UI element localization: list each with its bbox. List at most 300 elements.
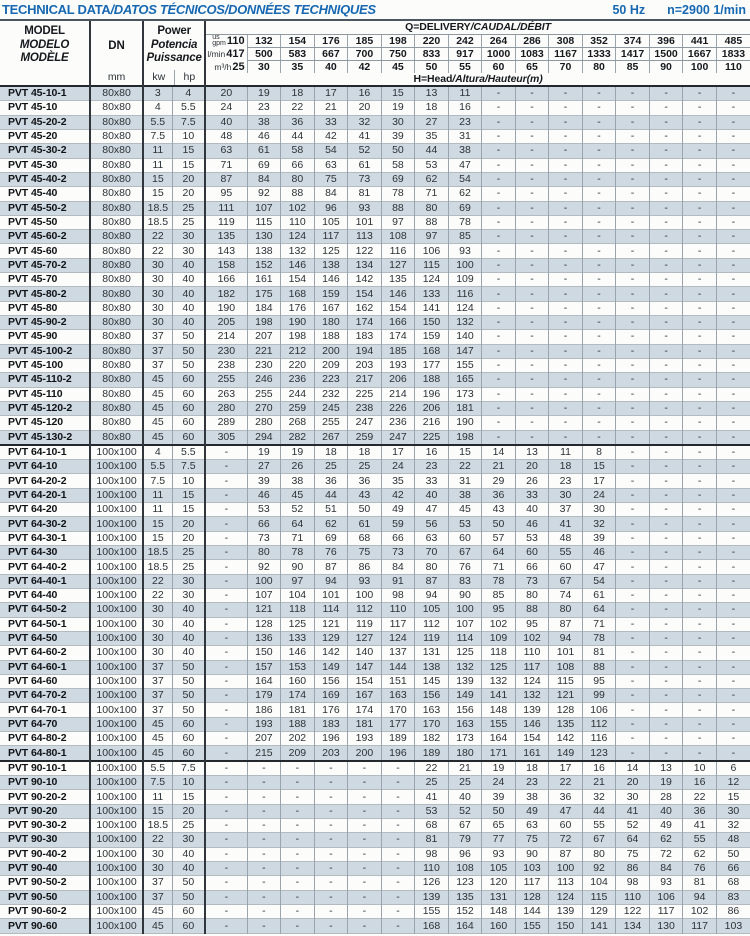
head-cell: - <box>482 387 516 401</box>
head-cell: 40 <box>649 804 683 818</box>
head-cell: - <box>616 244 650 258</box>
head-cell: - <box>716 158 750 172</box>
hp-cell: 20 <box>172 804 205 818</box>
head-cell: - <box>716 301 750 315</box>
head-cell: 110 <box>515 646 549 660</box>
head-cell: 154 <box>348 674 382 688</box>
head-cell: 22 <box>415 761 449 776</box>
flow-value-cell: 1417 <box>616 47 650 60</box>
head-cell: - <box>616 603 650 617</box>
speed-label: n=2900 1/min <box>667 2 746 17</box>
delivery-header <box>205 21 750 34</box>
head-cell: - <box>716 717 750 731</box>
head-cell: - <box>649 488 683 502</box>
head-cell: 124 <box>515 674 549 688</box>
head-cell: - <box>683 617 717 631</box>
kw-cell: 11 <box>143 488 172 502</box>
kw-cell: 5.5 <box>143 460 172 474</box>
head-cell: - <box>649 717 683 731</box>
model-cell: PVT 45-60-2 <box>0 230 90 244</box>
dn-cell: 80x80 <box>90 86 143 101</box>
head-cell: 63 <box>415 531 449 545</box>
head-cell: - <box>716 330 750 344</box>
head-cell: 40 <box>448 790 482 804</box>
head-cell: - <box>381 819 415 833</box>
head-cell: 21 <box>582 776 616 790</box>
head-cell: - <box>582 316 616 330</box>
head-cell: 115 <box>415 258 449 272</box>
head-cell: 135 <box>381 273 415 287</box>
head-cell: - <box>616 387 650 401</box>
head-cell: 112 <box>348 603 382 617</box>
head-cell: - <box>683 531 717 545</box>
head-cell: - <box>582 373 616 387</box>
head-cell: - <box>683 201 717 215</box>
kw-cell: 7.5 <box>143 776 172 790</box>
head-cell: 190 <box>205 301 247 315</box>
head-cell: 214 <box>205 330 247 344</box>
hp-cell: 25 <box>172 215 205 229</box>
model-cell: PVT 90-30 <box>0 833 90 847</box>
head-cell: - <box>515 230 549 244</box>
head-cell: - <box>582 401 616 415</box>
dn-cell: 100x100 <box>90 876 143 890</box>
model-cell: PVT 45-50 <box>0 215 90 229</box>
head-cell: - <box>582 430 616 445</box>
model-cell: PVT 45-90 <box>0 330 90 344</box>
head-cell: - <box>381 904 415 918</box>
head-cell: 47 <box>415 503 449 517</box>
head-cell: 102 <box>515 631 549 645</box>
head-cell: - <box>348 833 382 847</box>
head-cell: - <box>247 833 281 847</box>
table-row <box>0 301 750 315</box>
head-cell: 66 <box>281 158 315 172</box>
head-cell: 21 <box>448 761 482 776</box>
head-cell: 142 <box>549 732 583 746</box>
head-cell: - <box>716 732 750 746</box>
head-cell: - <box>247 861 281 875</box>
head-cell: 143 <box>205 244 247 258</box>
hp-cell: 50 <box>172 660 205 674</box>
model-cell: PVT 90-40-2 <box>0 847 90 861</box>
head-cell: 196 <box>415 387 449 401</box>
head-cell: 163 <box>415 703 449 717</box>
hp-cell: 20 <box>172 187 205 201</box>
head-cell: - <box>649 129 683 143</box>
head-cell: - <box>549 144 583 158</box>
head-cell: - <box>482 330 516 344</box>
head-cell: 289 <box>205 416 247 430</box>
head-cell: - <box>281 890 315 904</box>
head-cell: 99 <box>582 689 616 703</box>
head-cell: 202 <box>281 732 315 746</box>
dn-cell: 100x100 <box>90 460 143 474</box>
head-cell: - <box>649 517 683 531</box>
head-cell: 15 <box>582 460 616 474</box>
head-cell: - <box>716 230 750 244</box>
head-cell: - <box>616 430 650 445</box>
table-row <box>0 517 750 531</box>
kw-cell: 22 <box>143 574 172 588</box>
head-cell: - <box>582 358 616 372</box>
head-cell: 36 <box>482 488 516 502</box>
head-cell: 182 <box>415 732 449 746</box>
model-cell: PVT 64-20 <box>0 503 90 517</box>
dn-cell: 100x100 <box>90 689 143 703</box>
head-cell: 132 <box>448 316 482 330</box>
head-cell: - <box>716 387 750 401</box>
head-cell: 150 <box>415 316 449 330</box>
head-cell: 23 <box>448 115 482 129</box>
head-cell: - <box>515 172 549 186</box>
flow-value-cell: 374 <box>616 34 650 47</box>
hp-cell: 40 <box>172 287 205 301</box>
head-cell: 39 <box>482 790 516 804</box>
flow-value-cell: 308 <box>549 34 583 47</box>
dn-cell: 80x80 <box>90 172 143 186</box>
model-cell: PVT 90-60 <box>0 919 90 934</box>
flow-value-cell: 1333 <box>582 47 616 60</box>
head-cell: - <box>683 546 717 560</box>
head-header-en: H=Head <box>413 73 453 85</box>
head-cell: - <box>616 158 650 172</box>
head-cell: 64 <box>281 517 315 531</box>
head-cell: - <box>205 847 247 861</box>
head-cell: 93 <box>482 847 516 861</box>
head-cell: - <box>716 129 750 143</box>
flow-value-cell: 917 <box>448 47 482 60</box>
head-cell: 78 <box>381 187 415 201</box>
head-cell: 104 <box>582 876 616 890</box>
dn-cell: 100x100 <box>90 674 143 688</box>
head-cell: 22 <box>281 101 315 115</box>
head-cell: 160 <box>281 674 315 688</box>
hp-cell: 10 <box>172 474 205 488</box>
kw-cell: 37 <box>143 344 172 358</box>
head-cell: 77 <box>482 833 516 847</box>
head-cell: - <box>314 761 348 776</box>
head-cell: - <box>716 430 750 445</box>
hp-cell: 15 <box>172 790 205 804</box>
head-cell: 161 <box>247 273 281 287</box>
head-cell: 46 <box>515 517 549 531</box>
head-cell: 43 <box>348 488 382 502</box>
head-cell: 14 <box>616 761 650 776</box>
head-cell: - <box>482 215 516 229</box>
head-cell: - <box>482 316 516 330</box>
head-cell: 13 <box>415 86 449 101</box>
head-cell: 32 <box>716 819 750 833</box>
model-cell: PVT 90-30-2 <box>0 819 90 833</box>
kw-cell: 37 <box>143 876 172 890</box>
head-cell: - <box>549 373 583 387</box>
head-cell: 138 <box>415 660 449 674</box>
flow-value-cell: 264 <box>482 34 516 47</box>
head-cell: - <box>649 301 683 315</box>
flow-value-cell: 30 <box>247 60 281 73</box>
head-cell: - <box>582 187 616 201</box>
head-header <box>205 73 750 86</box>
model-cell: PVT 64-80-1 <box>0 746 90 761</box>
head-cell: 100 <box>247 574 281 588</box>
head-cell: - <box>582 416 616 430</box>
model-cell: PVT 90-40 <box>0 861 90 875</box>
head-cell: 80 <box>281 172 315 186</box>
head-cell: - <box>247 890 281 904</box>
head-cell: 79 <box>448 833 482 847</box>
head-cell: 132 <box>448 660 482 674</box>
head-cell: 11 <box>448 86 482 101</box>
table-header <box>0 21 750 86</box>
head-cell: 128 <box>515 890 549 904</box>
head-cell: - <box>205 790 247 804</box>
kw-cell: 15 <box>143 172 172 186</box>
head-cell: 188 <box>415 373 449 387</box>
head-cell: 68 <box>348 531 382 545</box>
kw-cell: 45 <box>143 904 172 918</box>
hp-cell: 40 <box>172 316 205 330</box>
dn-cell: 100x100 <box>90 703 143 717</box>
head-cell: 105 <box>415 603 449 617</box>
dn-cell: 80x80 <box>90 129 143 143</box>
hp-cell: 60 <box>172 919 205 934</box>
dn-cell: 100x100 <box>90 588 143 602</box>
head-cell: 50 <box>348 503 382 517</box>
head-cell: - <box>616 574 650 588</box>
head-cell: - <box>616 689 650 703</box>
head-cell: 247 <box>381 430 415 445</box>
head-cell: - <box>549 158 583 172</box>
head-cell: - <box>381 919 415 934</box>
head-cell: - <box>683 330 717 344</box>
head-cell: - <box>281 833 315 847</box>
head-cell: 19 <box>247 86 281 101</box>
head-cell: 146 <box>281 258 315 272</box>
dn-cell: 100x100 <box>90 919 143 934</box>
head-cell: - <box>649 574 683 588</box>
head-cell: 71 <box>205 158 247 172</box>
head-cell: 48 <box>549 531 583 545</box>
head-cell: 176 <box>314 703 348 717</box>
head-cell: 200 <box>314 344 348 358</box>
kw-cell: 4 <box>143 101 172 115</box>
kw-cell: 30 <box>143 603 172 617</box>
head-cell: 206 <box>381 373 415 387</box>
head-cell: 115 <box>247 215 281 229</box>
kw-cell: 37 <box>143 703 172 717</box>
head-cell: - <box>515 129 549 143</box>
hp-cell: 60 <box>172 430 205 445</box>
head-cell: - <box>205 474 247 488</box>
dn-column-header <box>90 21 143 86</box>
head-cell: 22 <box>683 790 717 804</box>
hp-cell: 60 <box>172 373 205 387</box>
head-cell: 22 <box>448 460 482 474</box>
head-cell: 80 <box>549 603 583 617</box>
head-cell: - <box>649 588 683 602</box>
head-cell: 139 <box>549 904 583 918</box>
head-cell: - <box>649 445 683 460</box>
head-cell: 95 <box>205 187 247 201</box>
table-row <box>0 201 750 215</box>
dn-cell: 100x100 <box>90 474 143 488</box>
table-row <box>0 890 750 904</box>
head-cell: 51 <box>314 503 348 517</box>
head-cell: - <box>683 503 717 517</box>
head-cell: - <box>205 503 247 517</box>
head-cell: - <box>205 890 247 904</box>
kw-cell: 5.5 <box>143 761 172 776</box>
head-cell: 62 <box>649 833 683 847</box>
head-cell: 124 <box>415 273 449 287</box>
table-row <box>0 172 750 186</box>
head-cell: - <box>683 144 717 158</box>
head-cell: - <box>482 273 516 287</box>
flow-value-cell: 42 <box>348 60 382 73</box>
head-cell: - <box>281 790 315 804</box>
head-cell: - <box>716 316 750 330</box>
head-cell: - <box>716 115 750 129</box>
head-cell: 110 <box>281 215 315 229</box>
head-cell: 110 <box>415 861 449 875</box>
head-cell: 183 <box>348 330 382 344</box>
hp-cell: 60 <box>172 401 205 415</box>
head-cell: - <box>683 460 717 474</box>
head-cell: 46 <box>582 546 616 560</box>
head-cell: 12 <box>716 776 750 790</box>
head-cell: 25 <box>348 460 382 474</box>
flow-value-cell: 396 <box>649 34 683 47</box>
head-cell: 26 <box>281 460 315 474</box>
head-cell: - <box>683 230 717 244</box>
head-cell: 189 <box>381 732 415 746</box>
head-cell: - <box>549 287 583 301</box>
head-cell: 163 <box>381 689 415 703</box>
head-cell: - <box>515 358 549 372</box>
head-cell: - <box>649 187 683 201</box>
head-cell: 102 <box>482 617 516 631</box>
head-cell: 109 <box>448 273 482 287</box>
flow-value-cell: 242 <box>448 34 482 47</box>
head-cell: 24 <box>482 776 516 790</box>
head-cell: 107 <box>247 588 281 602</box>
table-row <box>0 804 750 818</box>
kw-cell: 30 <box>143 847 172 861</box>
head-cell: - <box>616 416 650 430</box>
head-cell: 39 <box>247 474 281 488</box>
model-cell: PVT 90-20-2 <box>0 790 90 804</box>
model-cell: PVT 45-40 <box>0 187 90 201</box>
head-cell: 84 <box>314 187 348 201</box>
hp-cell: 60 <box>172 904 205 918</box>
dn-cell: 100x100 <box>90 631 143 645</box>
head-cell: - <box>205 876 247 890</box>
table-row <box>0 732 750 746</box>
head-cell: 43 <box>482 503 516 517</box>
model-cell: PVT 90-50 <box>0 890 90 904</box>
head-cell: - <box>649 330 683 344</box>
head-cell: - <box>515 401 549 415</box>
model-cell: PVT 64-50-2 <box>0 603 90 617</box>
head-cell: 144 <box>515 904 549 918</box>
head-cell: - <box>616 258 650 272</box>
head-cell: 90 <box>448 588 482 602</box>
head-cell: - <box>616 86 650 101</box>
head-cell: 81 <box>582 646 616 660</box>
head-cell: 194 <box>348 344 382 358</box>
head-cell: 75 <box>348 546 382 560</box>
dn-cell: 100x100 <box>90 517 143 531</box>
head-cell: 226 <box>381 401 415 415</box>
head-cell: 139 <box>448 674 482 688</box>
model-cell: PVT 90-20 <box>0 804 90 818</box>
head-cell: - <box>482 115 516 129</box>
head-cell: 155 <box>415 904 449 918</box>
head-cell: 167 <box>348 689 382 703</box>
head-cell: - <box>582 344 616 358</box>
head-cell: - <box>683 631 717 645</box>
flow-value-cell: 40 <box>314 60 348 73</box>
head-cell: - <box>716 674 750 688</box>
head-cell: 66 <box>515 560 549 574</box>
table-row <box>0 689 750 703</box>
head-cell: - <box>716 689 750 703</box>
head-cell: - <box>549 244 583 258</box>
head-cell: 169 <box>314 689 348 703</box>
head-cell: 38 <box>247 115 281 129</box>
head-cell: 78 <box>482 574 516 588</box>
hp-cell: 30 <box>172 230 205 244</box>
model-cell: PVT 64-30 <box>0 546 90 560</box>
head-cell: 106 <box>649 890 683 904</box>
flow-value-cell: 154 <box>281 34 315 47</box>
head-cell: - <box>381 776 415 790</box>
head-cell: 209 <box>314 358 348 372</box>
head-cell: 75 <box>314 172 348 186</box>
flow-value-cell: 667 <box>314 47 348 60</box>
head-cell: 60 <box>549 560 583 574</box>
head-cell: - <box>649 244 683 258</box>
head-cell: - <box>205 546 247 560</box>
head-cell: 203 <box>348 358 382 372</box>
head-cell: 72 <box>549 833 583 847</box>
head-cell: 119 <box>415 631 449 645</box>
head-cell: - <box>582 158 616 172</box>
table-row <box>0 761 750 776</box>
head-cell: 134 <box>616 919 650 934</box>
head-cell: - <box>515 258 549 272</box>
head-cell: 71 <box>582 617 616 631</box>
head-cell: - <box>582 215 616 229</box>
head-cell: 85 <box>482 588 516 602</box>
head-cell: 112 <box>582 717 616 731</box>
head-cell: 41 <box>348 129 382 143</box>
table-row <box>0 588 750 602</box>
head-cell: 78 <box>582 631 616 645</box>
flow-value-cell: 185 <box>348 34 382 47</box>
head-cell: - <box>281 847 315 861</box>
head-cell: 38 <box>448 144 482 158</box>
head-cell: - <box>683 101 717 115</box>
head-cell: 161 <box>515 746 549 761</box>
dn-cell: 100x100 <box>90 833 143 847</box>
head-cell: - <box>482 101 516 115</box>
head-cell: - <box>716 172 750 186</box>
head-cell: 17 <box>582 474 616 488</box>
head-cell: 116 <box>582 732 616 746</box>
head-cell: - <box>582 287 616 301</box>
